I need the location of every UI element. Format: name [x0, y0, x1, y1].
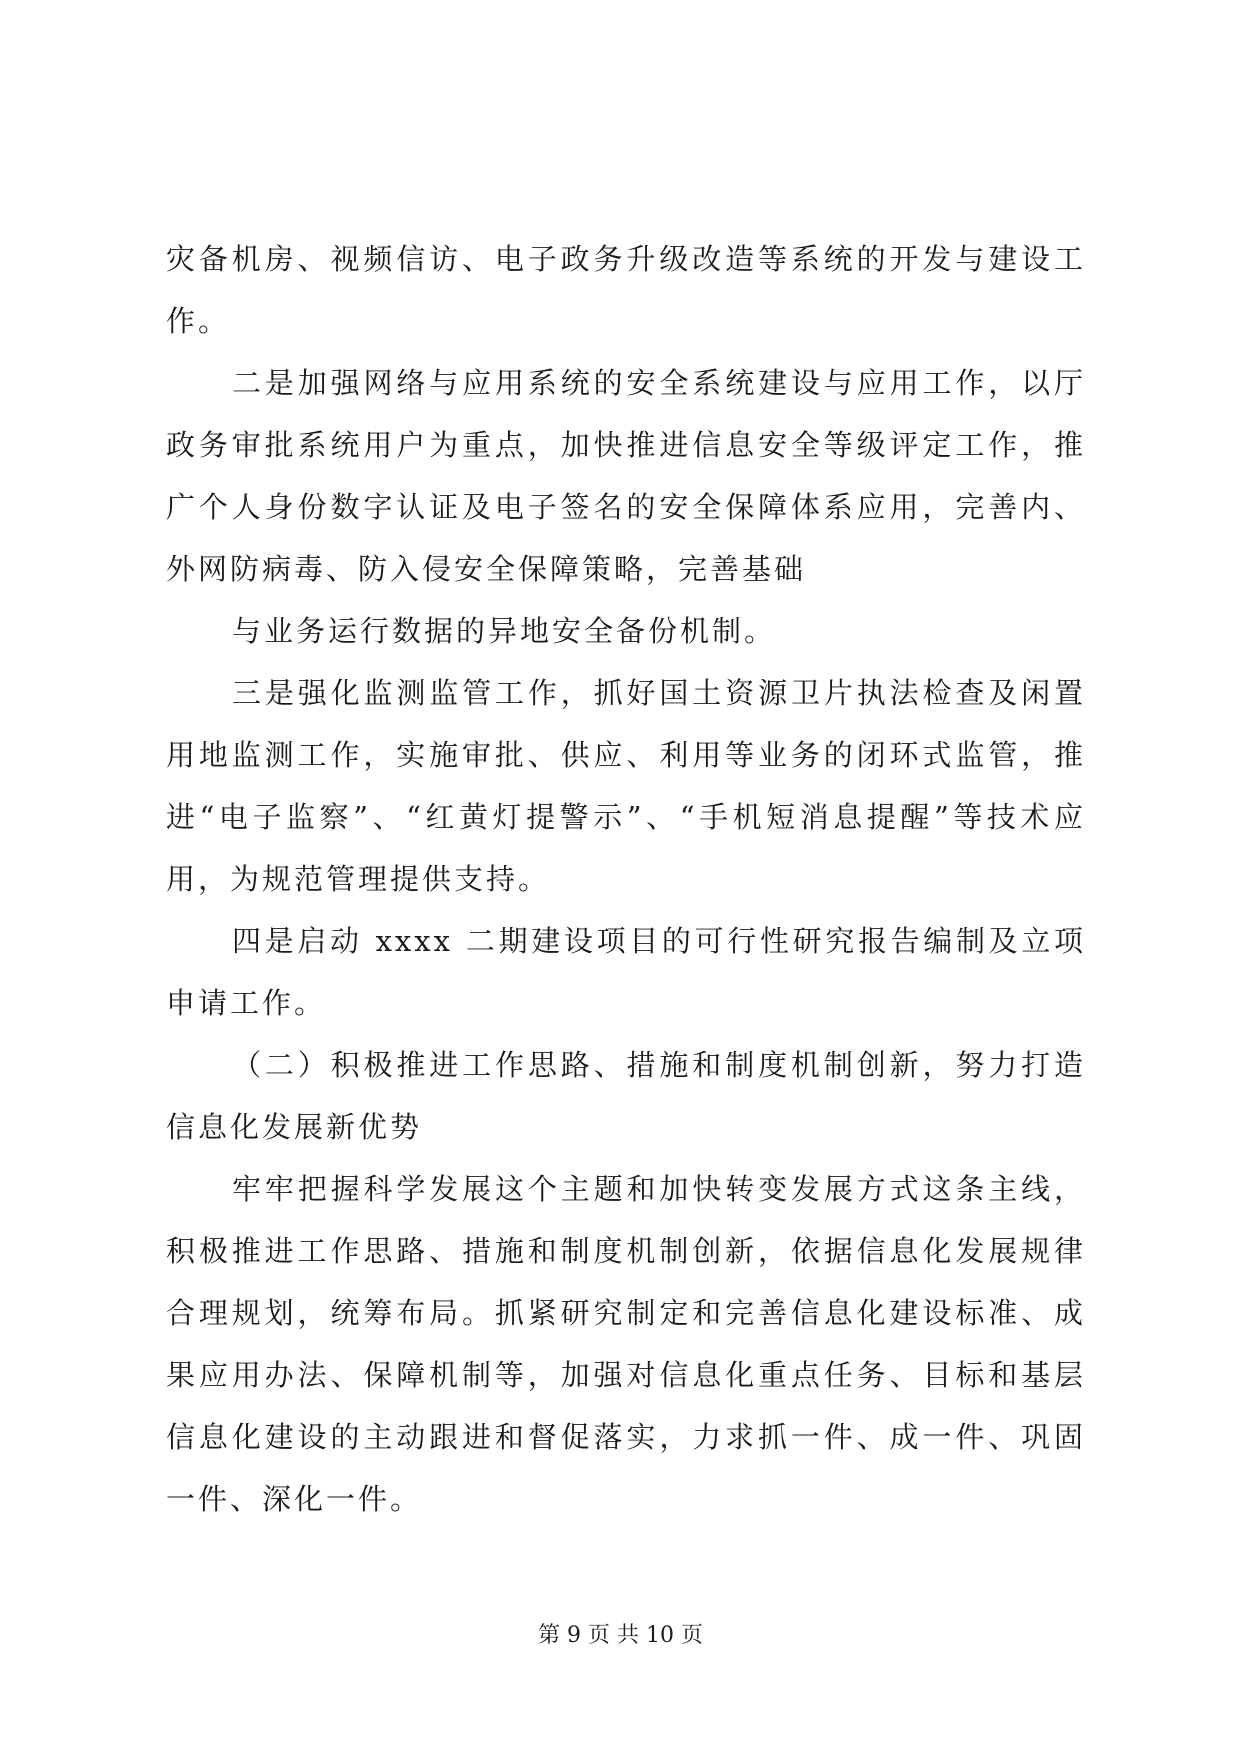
paragraph-5: 四是启动 xxxx 二期建设项目的可行性研究报告编制及立项申请工作。 — [166, 924, 1086, 1020]
paragraph-7: 牢牢把握科学发展这个主题和加快转变发展方式这条主线，积极推进工作思路、措施和制度机制创新，依据信息化发展规律合理规划，统筹布局。抓紧研究制定和完善信息化建设标准、成果应用办法、保障机制等，加强对信息化重点任务、目标和基层信息化建设的主动跟进和督促落实，力求抓一件、成一件、巩固一件、深化一件。 — [166, 1172, 1086, 1516]
document-body — [166, 228, 1086, 1530]
paragraph-3: 与业务运行数据的异地安全备份机制。 — [232, 614, 777, 648]
section-heading: （二）积极推进工作思路、措施和制度机制创新，努力打造信息化发展新优势 — [166, 1048, 1086, 1144]
paragraph-2: 二是加强网络与应用系统的安全系统建设与应用工作，以厅政务审批系统用户为重点，加快推进信息安全等级评定工作，推广个人身份数字认证及电子签名的安全保障体系应用，完善内、外网防病毒、防入侵安全保障策略，完善基础 — [166, 366, 1086, 586]
paragraph-1: 灾备机房、视频信访、电子政务升级改造等系统的开发与建设工作。 — [166, 242, 1086, 338]
page-number-footer: 第 9 页 共 10 页 — [538, 1623, 703, 1648]
paragraph-4: 三是强化监测监管工作，抓好国土资源卫片执法检查及闲置用地监测工作，实施审批、供应、利用等业务的闭环式监管，推进“电子监察”、“红黄灯提警示”、“手机短消息提醒”等技术应用，为规范管理提供支持。 — [166, 676, 1086, 896]
